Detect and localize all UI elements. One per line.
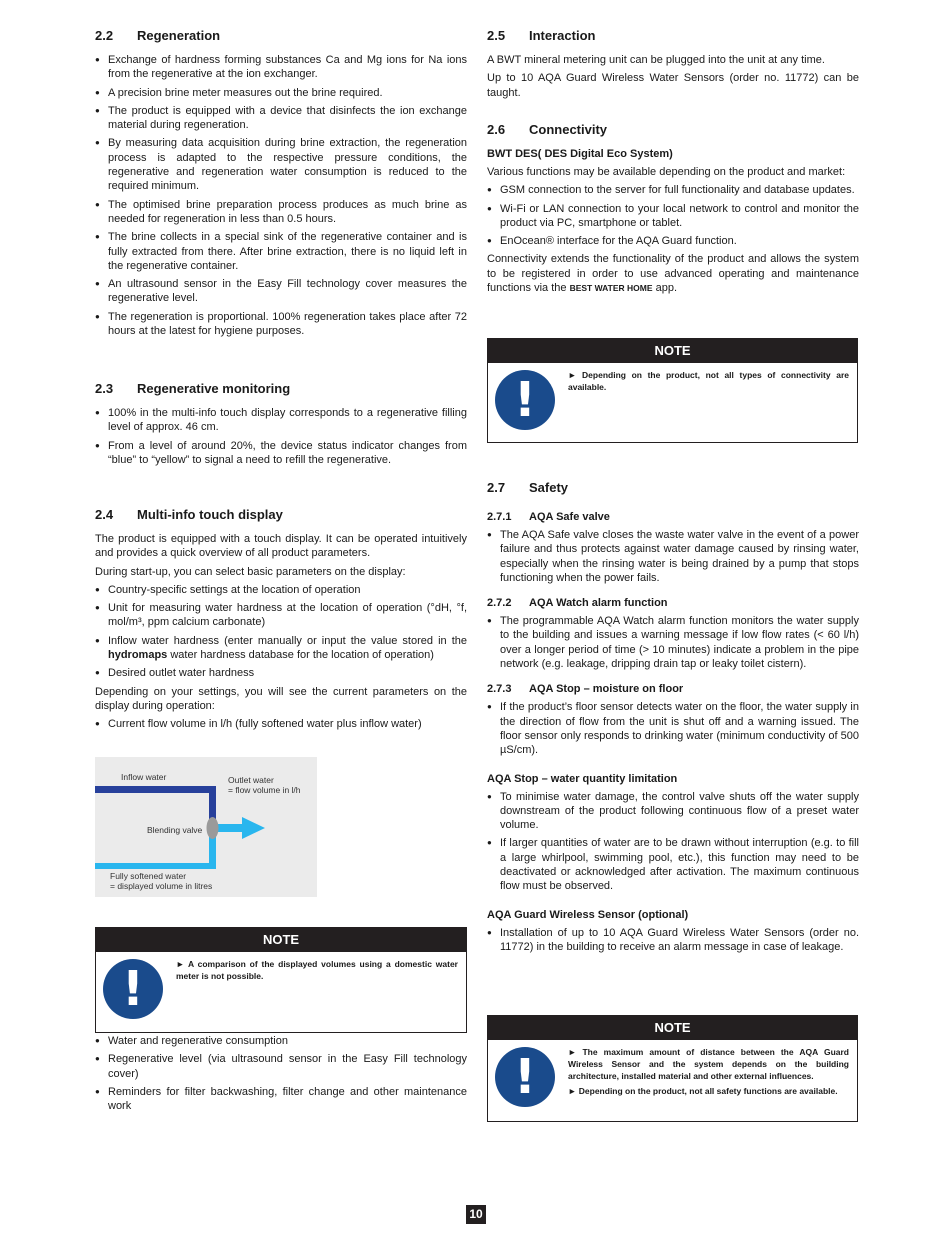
note-header: NOTE	[488, 339, 857, 363]
exclamation-icon: !	[103, 959, 163, 1019]
subheading: AQA Stop – water quantity limitation	[487, 772, 678, 785]
bullet-list	[95, 583, 467, 681]
list-item: ● The optimised brine preparation process produces as much brine as needed for regeneration in less than 0.5 hours.	[95, 198, 467, 227]
paragraph: Connectivity extends the functionality of the product and allows the system to be registered in order to use advanced operating and maintenance functions via the BEST WATER HOME app.	[487, 253, 859, 295]
list-item: ● The programmable AQA Watch alarm function monitors the water supply to the building and issues a warning message if low flow rates (< 60 l/h) over a longer period of time (> 10 minutes) indicate a problem in the pipe network (e.g. leakage, dripping drain tap or leaky toilet cistern).	[487, 614, 859, 671]
inflow-pipe	[95, 786, 215, 793]
list-item: ● A precision brine meter measures out the brine required.	[95, 86, 467, 100]
bullet-list	[95, 717, 467, 731]
note-content	[176, 952, 466, 991]
list-item: ● Reminders for filter backwashing, filter change and other maintenance work	[95, 1085, 467, 1114]
list-item: ● If the product’s floor sensor detects water on the floor, the water supply in the direction of flow from the unit is shut off and a warning issued. The floor sensor only responds to drinking water (minimum conductivity of 500 µS/cm).	[487, 700, 859, 757]
bullet-list	[487, 700, 859, 757]
note-content	[568, 363, 857, 402]
section-heading: 2.4 Multi-info touch display	[95, 507, 283, 522]
blending-valve-icon	[207, 817, 219, 839]
section-2-4-continued	[95, 1034, 467, 1117]
paragraph: A BWT mineral metering unit can be plugged into the unit at any time.	[487, 54, 825, 66]
note-header: NOTE	[488, 1016, 857, 1040]
paragraph: Up to 10 AQA Guard Wireless Water Sensors (order no. 11772) can be taught.	[487, 72, 859, 99]
list-item: ● Desired outlet water hardness	[95, 666, 467, 680]
list-item: ● By measuring data acquisition during brine extraction, the regeneration process is adapted to the respective pressure conditions, the regenerative and regeneration water consumption is reduced to the required minimum.	[95, 136, 467, 193]
subsection-heading: 2.7.2 AQA Watch alarm function	[487, 597, 668, 610]
note-line: ► Depending on the product, not all types of connectivity are available.	[568, 370, 849, 392]
paragraph: Depending on your settings, you will see the current parameters on the display during operation:	[95, 685, 467, 712]
section-2-3	[95, 381, 467, 471]
list-item: ● Water and regenerative consumption	[95, 1034, 467, 1048]
list-item: ● Wi-Fi or LAN connection to your local network to control and monitor the product via PC, smartphone or tablet.	[487, 202, 859, 231]
list-item: ● The regeneration is proportional. 100% regeneration takes place after 72 hours at the latest for hygiene purposes.	[95, 310, 467, 339]
list-item: ● From a level of around 20%, the device status indicator changes from “blue” to “yellow” to signal a need to refill the regenerative.	[95, 439, 467, 468]
list-item: ● The product is equipped with a device that disinfects the ion exchange material during regeneration.	[95, 104, 467, 133]
subsection-heading: 2.7.1 AQA Safe valve	[487, 511, 610, 523]
list-item: ● If larger quantities of water are to be drawn without interruption (e.g. to fill a large whirlpool, swimming pool, etc.), this function may need to be deactivated or acknowledged after activation. The maximum continuous flow must be observed.	[487, 836, 859, 893]
list-item: ● Installation of up to 10 AQA Guard Wireless Water Sensors (order no. 11772) in the building to receive an alarm message in case of leakage.	[487, 926, 859, 955]
blending-diagram	[95, 757, 317, 897]
list-item: ● EnOcean® interface for the AQA Guard function.	[487, 234, 859, 248]
list-item: ● GSM connection to the server for full functionality and database updates.	[487, 183, 859, 197]
outlet-label: Outlet water	[228, 775, 274, 785]
outlet-arrow-icon	[242, 817, 265, 839]
list-item: ● Unit for measuring water hardness at the location of operation (°dH, °f, mol/m³, ppm calcium carbonate)	[95, 601, 467, 630]
outlet-sublabel: = flow volume in l/h	[228, 785, 301, 795]
bullet-list	[95, 53, 467, 338]
bullet-list	[487, 183, 859, 248]
softened-label: Fully softened water	[110, 871, 187, 881]
subsection-heading: 2.7.3 AQA Stop – moisture on floor	[487, 683, 684, 696]
softened-pipe	[95, 863, 215, 869]
note-box	[487, 338, 858, 443]
exclamation-icon: !	[495, 1047, 555, 1107]
note-line: ► Depending on the product, not all safety functions are available.	[568, 1086, 838, 1096]
paragraph: During start-up, you can select basic parameters on the display:	[95, 565, 406, 578]
section-2-2	[95, 28, 467, 342]
note-header: NOTE	[96, 928, 466, 952]
page-number: 10	[466, 1205, 486, 1224]
list-item: ● Exchange of hardness forming substances Ca and Mg ions for Na ions from the regenerative at the ion exchanger.	[95, 53, 467, 82]
list-item: ● To minimise water damage, the control valve shuts off the water supply downstream of the product following continuous flow of a preset water volume.	[487, 790, 859, 833]
hydromaps-term: hydromaps	[108, 649, 168, 662]
section-heading: 2.2 Regeneration	[95, 28, 221, 43]
section-heading: 2.7 Safety	[487, 480, 569, 495]
softened-sublabel: = displayed volume in litres	[110, 881, 213, 891]
bullet-list	[487, 614, 859, 671]
softened-pipe-vertical	[209, 837, 216, 869]
note-box	[487, 1015, 858, 1122]
note-line: ► A comparison of the displayed volumes using a domestic water meter is not possible.	[176, 959, 458, 981]
bullet-list	[487, 790, 859, 894]
bullet-list	[95, 406, 467, 467]
section-2-5	[487, 28, 859, 104]
bullet-list	[487, 926, 859, 955]
list-item: ● Regenerative level (via ultrasound sensor in the Easy Fill technology cover)	[95, 1052, 467, 1081]
note-box	[95, 927, 467, 1033]
note-line: ► The maximum amount of distance between the AQA Guard Wireless Sensor and the system depends on the building architecture, installed material and other external influences.	[568, 1047, 849, 1081]
section-heading: 2.6 Connectivity	[487, 122, 608, 137]
list-item: ● An ultrasound sensor in the Easy Fill technology cover measures the regenerative level.	[95, 277, 467, 306]
section-heading: 2.5 Interaction	[487, 28, 596, 43]
section-2-6	[487, 122, 859, 299]
paragraph: The product is equipped with a touch display. It can be operated intuitively and provides a quick overview of all product parameters.	[95, 533, 467, 560]
list-item: ● Inflow water hardness (enter manually or input the value stored in the hydromaps water hardness database for the location of operation)	[95, 634, 467, 663]
list-item: ● Current flow volume in l/h (fully softened water plus inflow water)	[95, 717, 467, 731]
bullet-list	[487, 528, 859, 585]
list-item: ● The brine collects in a special sink of the regenerative container and is fully extracted from there. After brine extraction, there is no liquid left in the regenerative container.	[95, 230, 467, 273]
subheading: AQA Guard Wireless Sensor (optional)	[487, 908, 689, 921]
app-name: BEST WATER HOME	[569, 283, 653, 294]
exclamation-icon: !	[495, 370, 555, 430]
bullet-list	[95, 1034, 467, 1113]
outlet-arrow-shaft	[216, 824, 244, 832]
list-item: ● Country-specific settings at the location of operation	[95, 583, 467, 597]
inflow-label: Inflow water	[121, 772, 167, 782]
list-item: ● The AQA Safe valve closes the waste water valve in the event of a power failure and thus protects against water damage caused by rinsing water, especially when the rinsing water is being drained by a pump that stops functioning when the power fails.	[487, 528, 859, 585]
subheading: BWT DES( DES Digital Eco System)	[487, 148, 673, 160]
paragraph: Various functions may be available depending on the product and market:	[487, 166, 846, 178]
note-content	[568, 1040, 857, 1106]
section-heading: 2.3 Regenerative monitoring	[95, 381, 291, 396]
section-2-4	[95, 507, 467, 736]
blending-label: Blending valve	[147, 825, 203, 835]
section-2-7	[487, 480, 859, 958]
list-item: ● 100% in the multi-info touch display corresponds to a regenerative filling level of approx. 46 cm.	[95, 406, 467, 435]
